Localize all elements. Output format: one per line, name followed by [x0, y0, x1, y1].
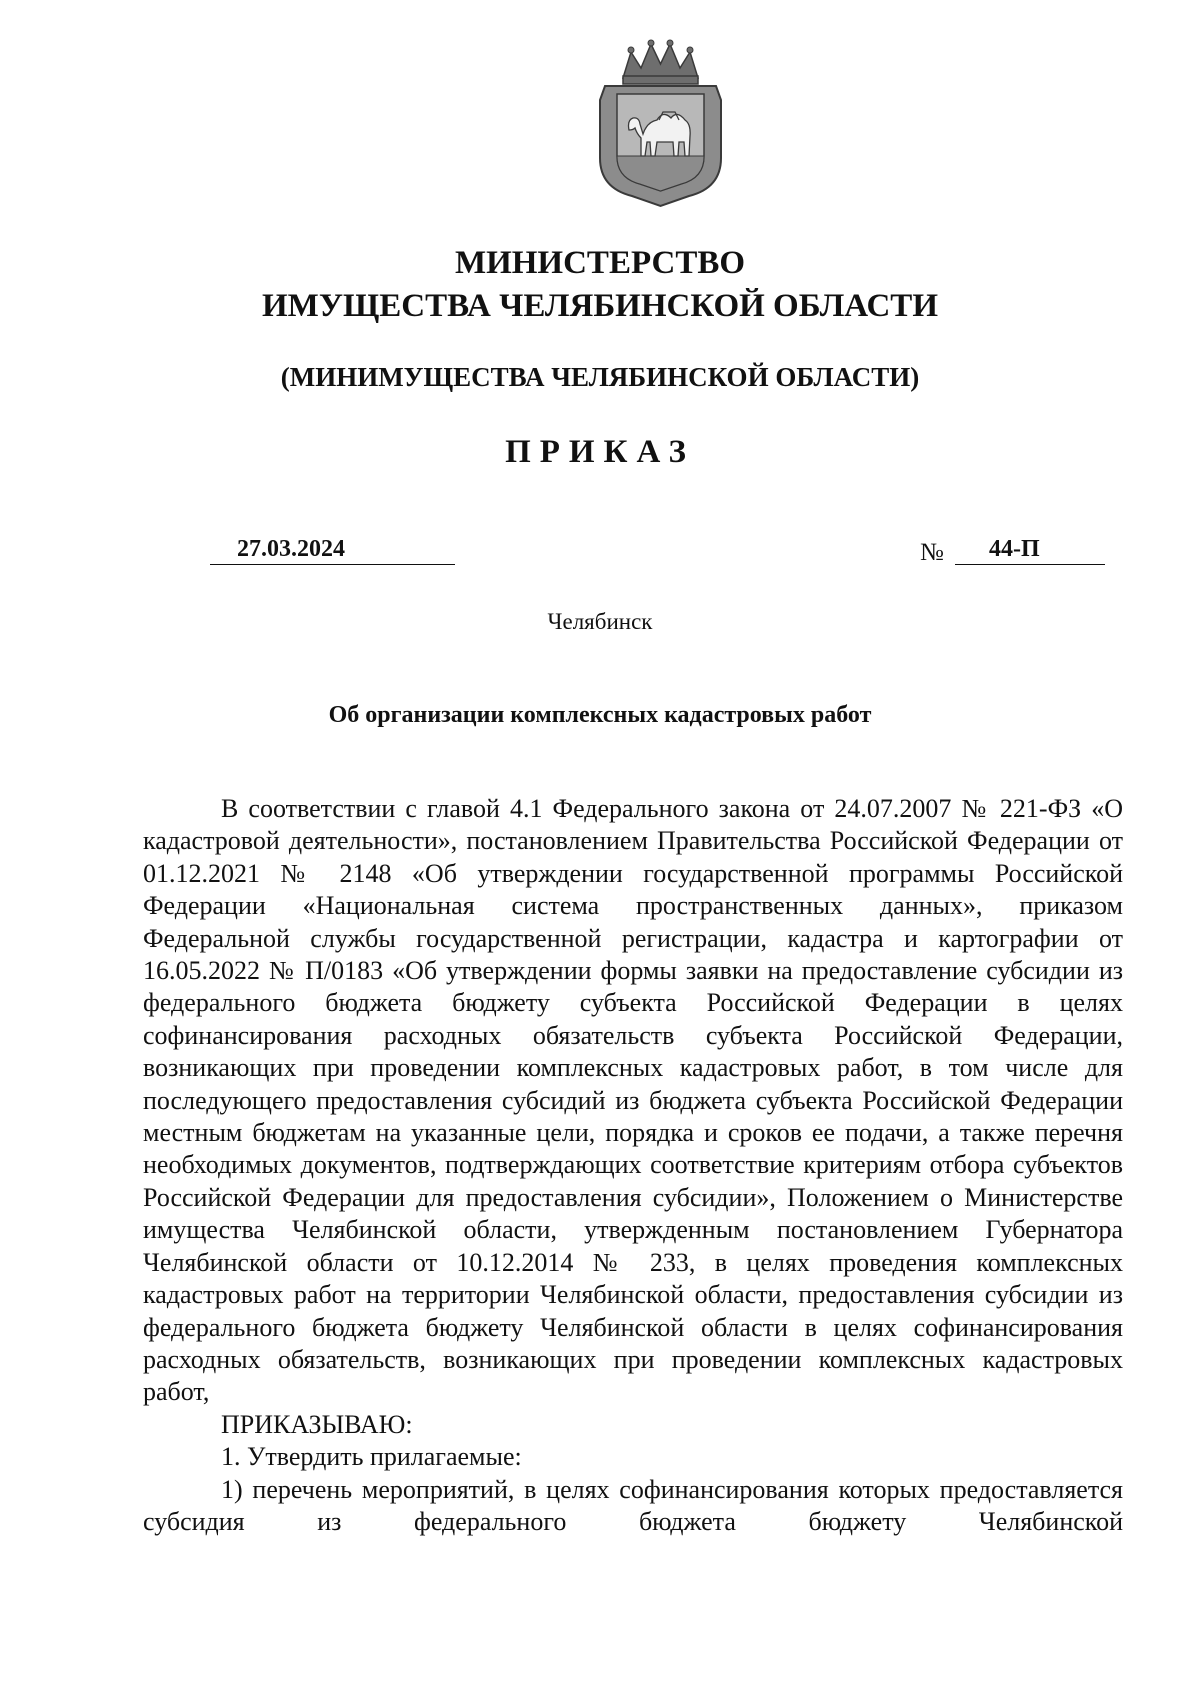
org-short-name: (МИНИМУЩЕСТВА ЧЕЛЯБИНСКОЙ ОБЛАСТИ) — [280, 362, 920, 392]
number-sign: № — [920, 539, 944, 566]
order-date-field — [210, 534, 455, 565]
order-number: 44-П — [989, 536, 1040, 562]
preamble-paragraph: В соответствии с главой 4.1 Федерального закона от 24.07.2007 № 221-ФЗ «О кадастровой деятельности», постановлением Правительства Российской Федерации от 01.12.2021 № 2148 «Об утверждении государственной программы Российской Федерации «Национальная система пространственных данных», приказом Федеральной службы государственной регистрации, кадастра и картографии от 16.05.2022 № П/0183 «Об утверждении формы заявки на предоставление субсидии из федерального бюджета бюджету субъекта Российской Федерации в целях софинансирования расходных обязательств субъекта Российской Федерации, возникающих при проведении комплексных кадастровых работ, в том числе для последующего предоставления субсидий из бюджета субъекта Российской Федерации местным бюджетам на указанные цели, порядка и сроков ее подачи, а также перечня необходимых документов, подтверждающих соответствие критериям отбора субъектов Российской Федерации для предоставления субсидии», Положением о Министерстве имущества Челябинской области, утвержденным постановлением Губернатора Челябинской области от 10.12.2014 № 233, в целях проведения комплексных кадастровых работ на территории Челябинской области, предоставления субсидии из федерального бюджета бюджету Челябинской области в целях софинансирования расходных обязательств, возникающих при проведении комплексных кадастровых работ, — [143, 794, 1123, 1407]
order-date: 27.03.2024 — [237, 536, 345, 562]
org-name-line2: ИМУЩЕСТВА ЧЕЛЯБИНСКОЙ ОБЛАСТИ — [262, 288, 938, 324]
coat-of-arms-emblem — [593, 38, 728, 208]
order-subject: Об организации комплексных кадастровых работ — [328, 702, 872, 728]
org-name-line1: МИНИСТЕРСТВО — [454, 245, 746, 281]
document-type-title: ПРИКАЗ — [505, 434, 695, 470]
crown-icon — [623, 40, 698, 84]
order-word: ПРИКАЗЫВАЮ: — [221, 1409, 413, 1439]
city-name: Челябинск — [547, 609, 653, 634]
item-1-1: 1) перечень мероприятий, в целях софинансирования которых предоставляется субсидия из федерального бюджета бюджету Челябинской — [143, 1474, 1123, 1536]
item-1: 1. Утвердить прилагаемые: — [221, 1442, 522, 1472]
order-body — [143, 793, 1123, 1538]
order-number-field — [955, 534, 1105, 565]
